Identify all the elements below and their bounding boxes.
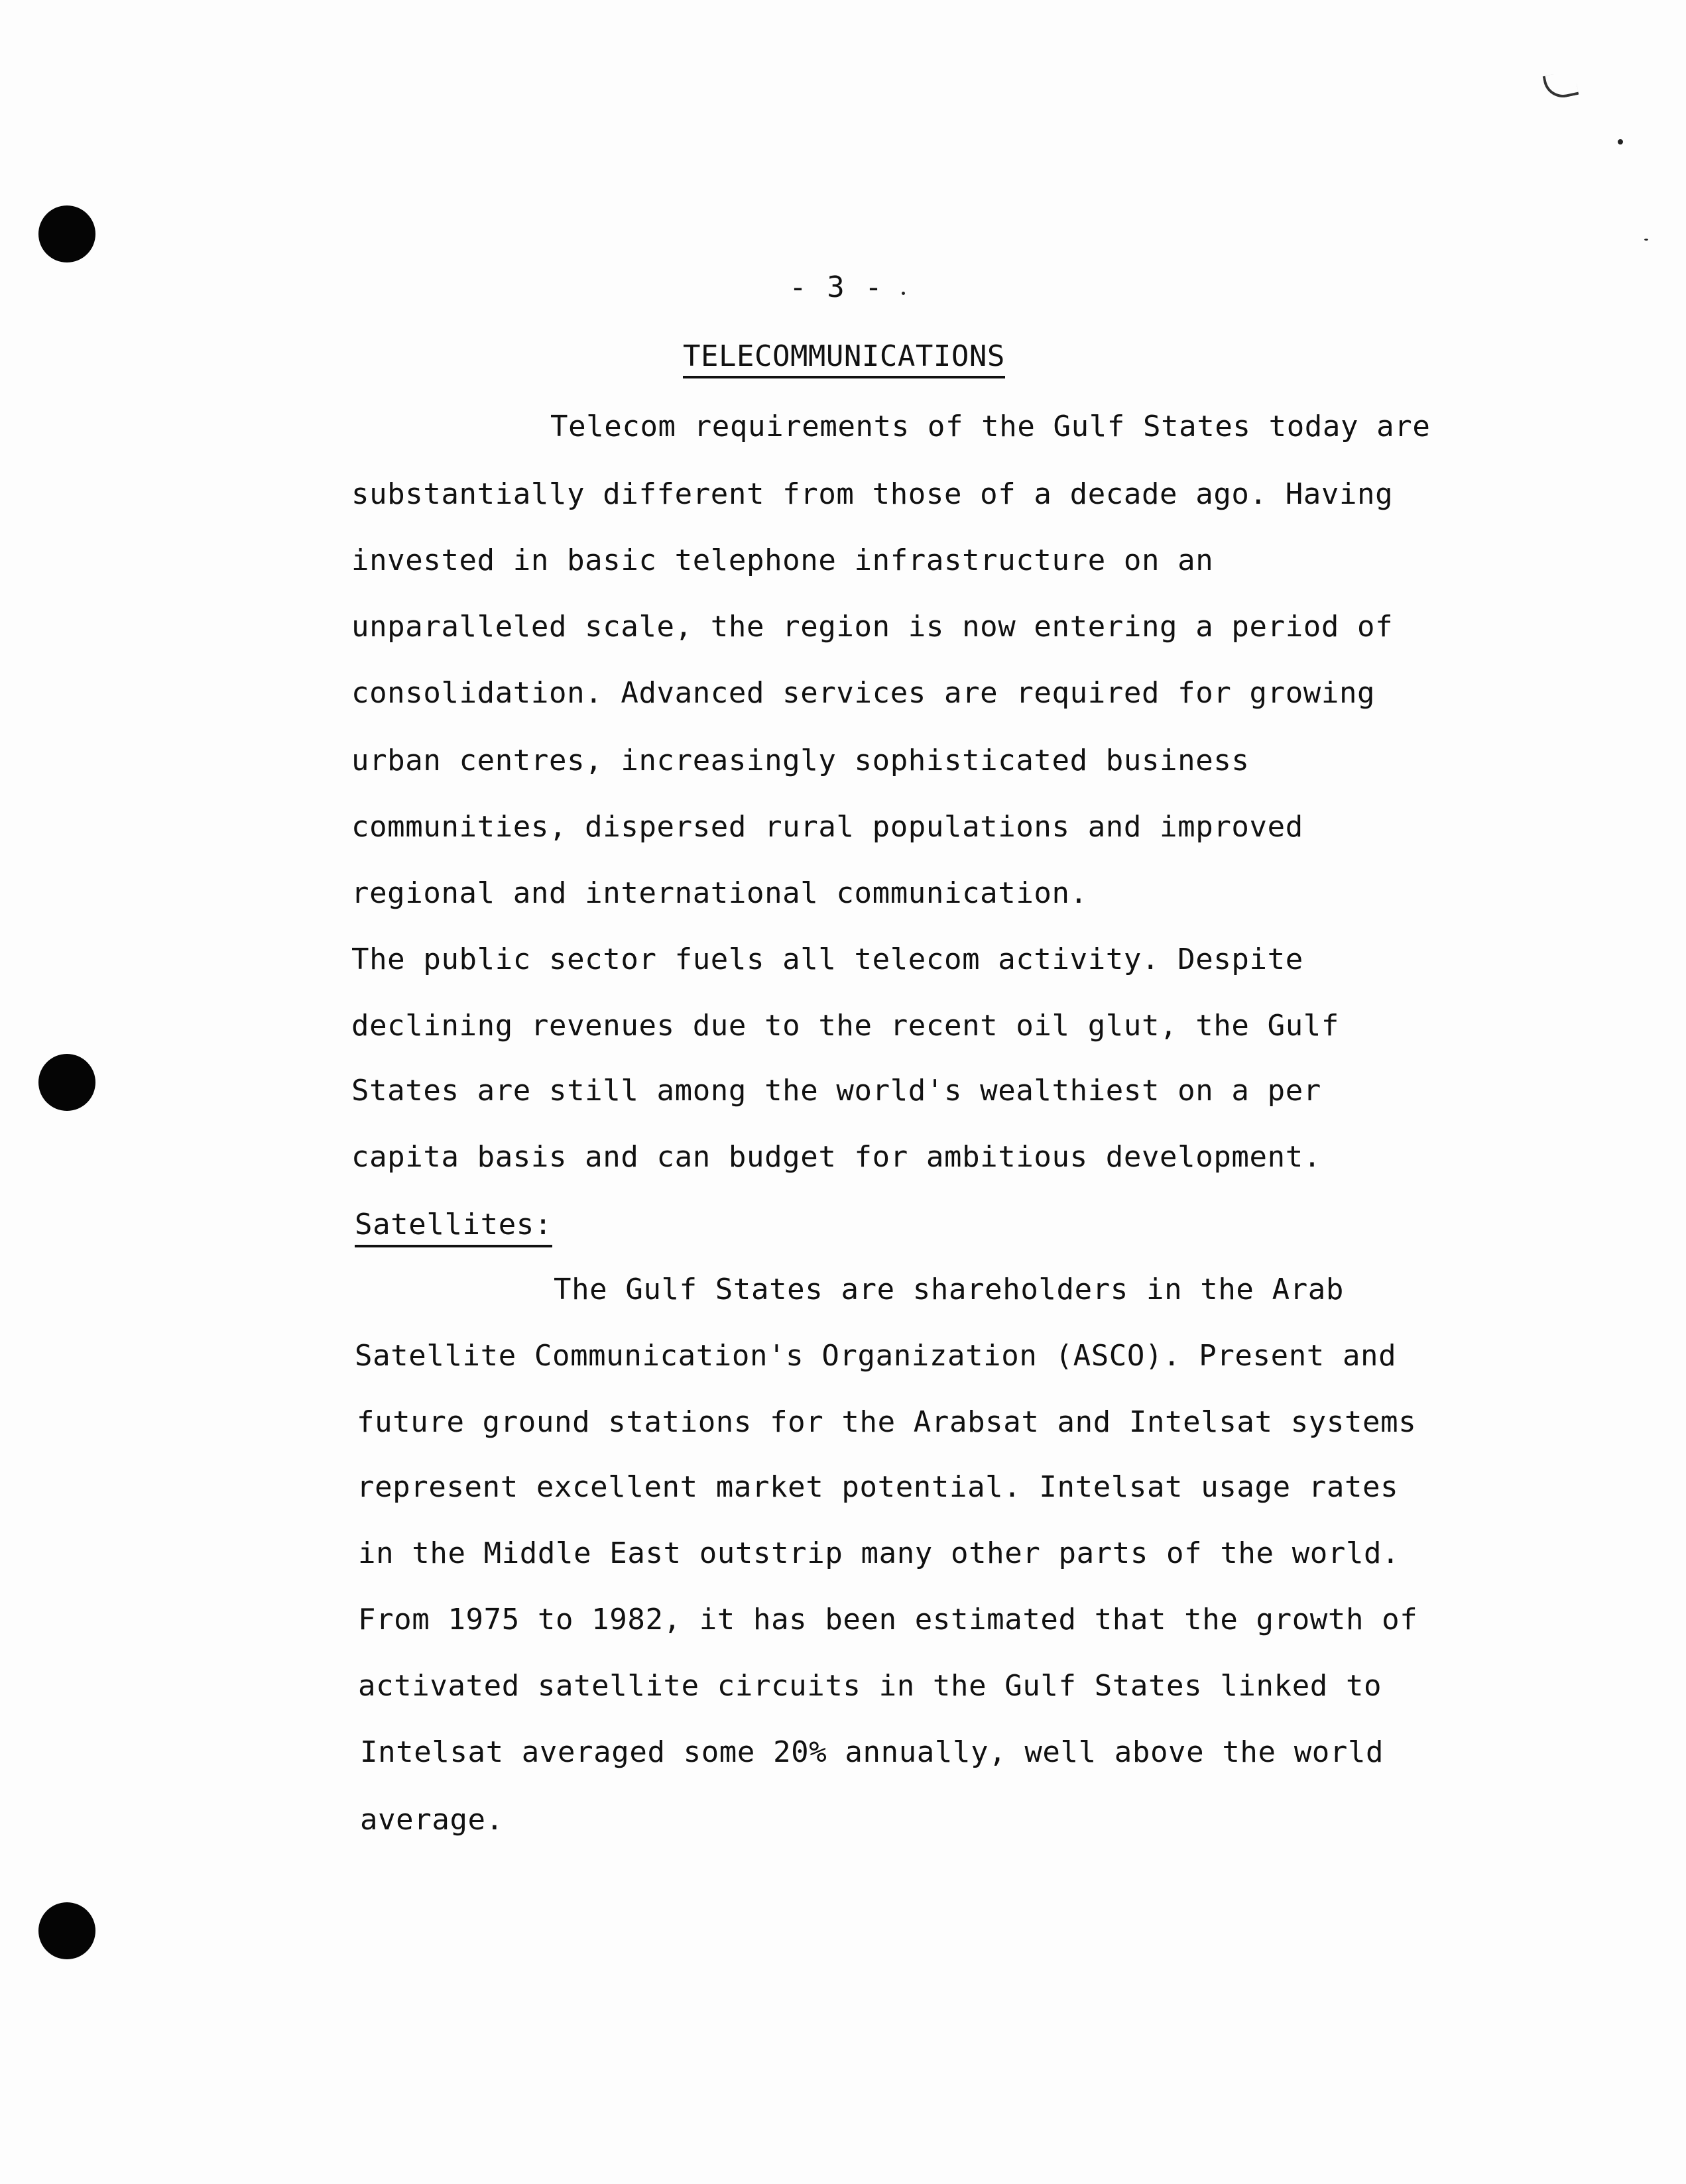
- paragraph-line: Intelsat averaged some 20% annually, well above the world: [360, 1735, 1384, 1769]
- paragraph-line: substantially different from those of a decade ago. Having: [351, 477, 1394, 511]
- paragraph-line: Telecom requirements of the Gulf States today are: [550, 410, 1431, 443]
- speck: [1618, 139, 1623, 144]
- punch-hole: [38, 205, 95, 262]
- subheading-satellites: Satellites:: [355, 1208, 552, 1247]
- paragraph-line: declining revenues due to the recent oil glut, the Gulf: [351, 1009, 1339, 1043]
- paragraph-line: future ground stations for the Arabsat and Intelsat systems: [357, 1405, 1417, 1439]
- paragraph-line: represent excellent market potential. Intelsat usage rates: [357, 1470, 1399, 1504]
- paragraph-line: consolidation. Advanced services are required for growing: [351, 676, 1376, 710]
- section-heading: TELECOMMUNICATIONS: [683, 339, 1005, 378]
- punch-hole: [38, 1054, 95, 1111]
- speck: [1644, 239, 1648, 241]
- paragraph-line: regional and international communication.: [351, 876, 1088, 910]
- paragraph-line: From 1975 to 1982, it has been estimated that the growth of: [358, 1603, 1418, 1637]
- paragraph-line: average.: [360, 1803, 504, 1837]
- paragraph-line: States are still among the world's wealthiest on a per: [351, 1074, 1321, 1108]
- corner-mark: [1543, 70, 1579, 101]
- paragraph-line: communities, dispersed rural populations and improved: [351, 810, 1303, 844]
- paragraph-line: in the Middle East outstrip many other parts of the world.: [358, 1536, 1400, 1570]
- paragraph-line: unparalleled scale, the region is now entering a period of: [351, 610, 1394, 644]
- paragraph-line: capita basis and can budget for ambitious development.: [351, 1140, 1321, 1174]
- paragraph-line: Satellite Communication's Organization (ASCO). Present and: [355, 1339, 1397, 1373]
- paragraph-line: activated satellite circuits in the Gulf States linked to: [358, 1669, 1382, 1703]
- page-number: - 3 -: [789, 270, 884, 304]
- paragraph-line: The public sector fuels all telecom activity. Despite: [351, 943, 1303, 976]
- paragraph-line: urban centres, increasingly sophisticated business: [351, 744, 1250, 777]
- paragraph-line: invested in basic telephone infrastructure on an: [351, 544, 1214, 577]
- punch-hole: [38, 1902, 95, 1959]
- paragraph-line: The Gulf States are shareholders in the Arab: [554, 1273, 1344, 1306]
